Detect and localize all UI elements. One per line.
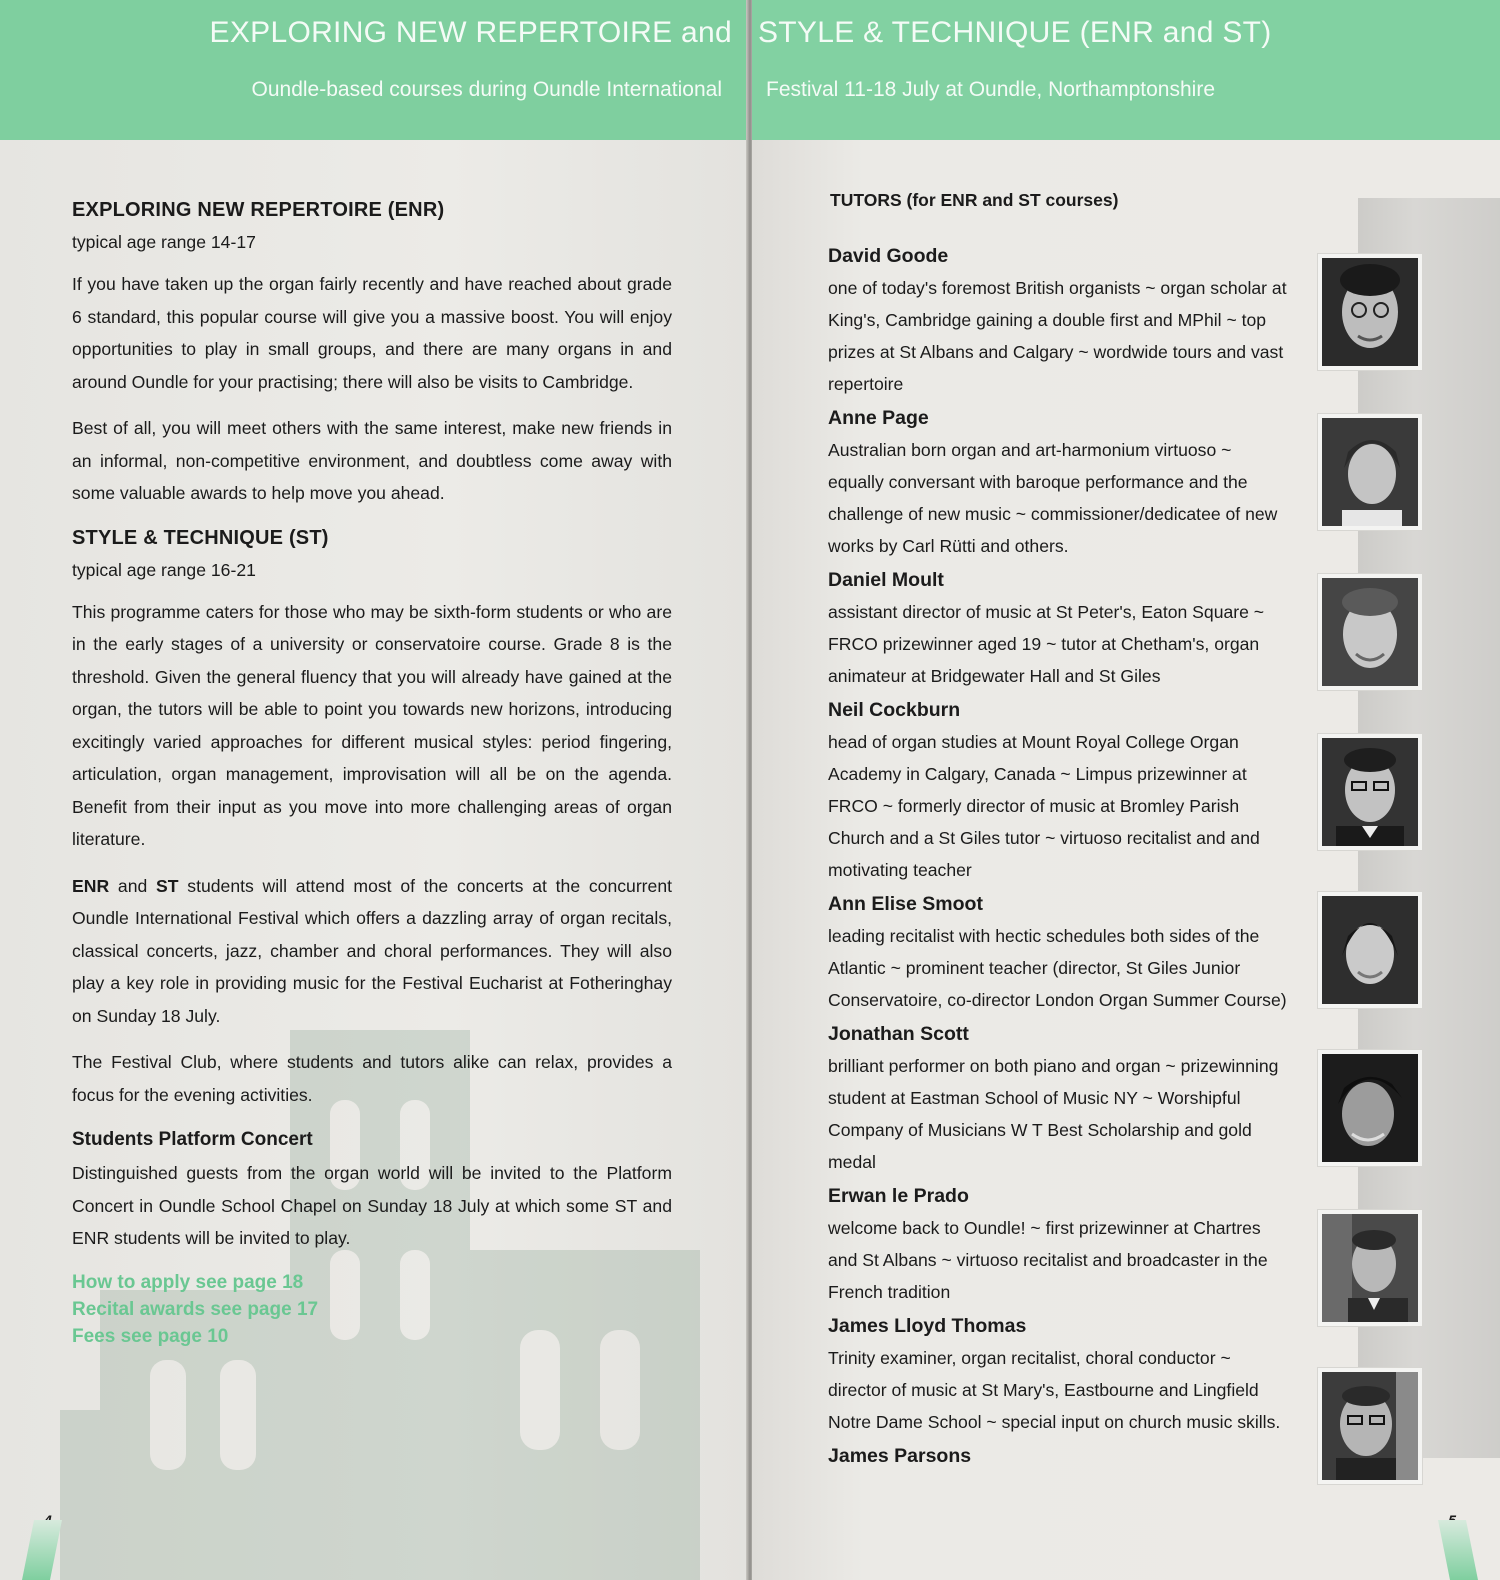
tutor-entry: [828, 564, 1288, 692]
awards-link[interactable]: Recital awards see page 17: [72, 1298, 319, 1320]
tutors-list: [828, 240, 1288, 1474]
tutor-name: Neil Cockburn: [828, 699, 961, 721]
page-references: [72, 1269, 672, 1350]
concert-text: Distinguished guests from the organ world will be invited to the Platform Concert in Oundle School Chapel on Sunday 18 July at which some ST and ENR students will be invited to play.: [72, 1163, 672, 1248]
portrait-image: [1322, 578, 1418, 686]
tutor-entry: [828, 694, 1288, 886]
portrait-image: [1322, 738, 1418, 846]
header-title-left: EXPLORING NEW REPERTOIRE and: [209, 16, 732, 49]
header-band-right: [752, 0, 1500, 140]
tutor-bio: brilliant performer on both piano and organ ~ prizewinning student at Eastman School of Music NY ~ Worshipful Company of Musicians W T Best Scholarship and gold medal: [828, 1056, 1279, 1172]
st-paragraph-3: The Festival Club, where students and tutors alike can relax, provides a focus for the evening activities.: [72, 1052, 672, 1105]
st-age-range: typical age range 16-21: [72, 559, 256, 580]
tutor-entry: [828, 240, 1288, 400]
page-right: [752, 0, 1500, 1580]
portrait-image: [1322, 1214, 1418, 1322]
tutor-name: David Goode: [828, 245, 949, 267]
portrait-image: [1322, 1054, 1418, 1162]
left-column: [72, 196, 672, 1350]
tutor-photo: [1318, 574, 1422, 690]
tutor-entry: [828, 1310, 1288, 1438]
page-left: [0, 0, 748, 1580]
tutor-name: Anne Page: [828, 407, 929, 429]
fees-link[interactable]: Fees see page 10: [72, 1325, 229, 1347]
tutor-entry: [828, 888, 1288, 1016]
tutor-photo: [1318, 1368, 1422, 1484]
tutor-bio: assistant director of music at St Peter's, Eaton Square ~ FRCO prizewinner aged 19 ~ tutor at Chetham's, organ animateur at Bridgewater Hall and St Giles: [828, 602, 1265, 686]
tutor-photo: [1318, 734, 1422, 850]
header-subtitle-right: Festival 11-18 July at Oundle, Northamptonshire: [766, 78, 1215, 101]
tutor-bio: leading recitalist with hectic schedules both sides of the Atlantic ~ prominent teacher (director, St Giles Junior Conservatoire, co-director London Organ Summer Course): [828, 926, 1287, 1010]
portrait-image: [1322, 1372, 1418, 1480]
portrait-image: [1322, 258, 1418, 366]
enr-heading: EXPLORING NEW REPERTOIRE (ENR): [72, 199, 445, 221]
corner-tab-left: [22, 1520, 62, 1580]
header-title-right: STYLE & TECHNIQUE (ENR and ST): [758, 16, 1272, 49]
st-abbrev: ST: [156, 875, 179, 896]
tutors-heading: TUTORS (for ENR and ST courses): [830, 190, 1119, 210]
st-paragraph-2-rest: students will attend most of the concerts at the concurrent Oundle International Festival which offers a dazzling array of organ recitals, classical concerts, jazz, chamber and choral performances. They will also play a key role in providing music for the Festival Eucharist at Fotheringhay on Sunday 18 July.: [72, 875, 672, 1026]
enr-paragraph-2: Best of all, you will meet others with the same interest, make new friends in an informal, non-competitive environment, and doubtless come away with some valuable awards to help move you ahead.: [72, 418, 672, 503]
enr-abbrev: ENR: [72, 875, 110, 896]
tutor-name: Erwan le Prado: [828, 1185, 969, 1207]
tutor-photo: [1318, 254, 1422, 370]
st-heading: STYLE & TECHNIQUE (ST): [72, 526, 329, 549]
enr-paragraph-1: If you have taken up the organ fairly recently and have reached about grade 6 standard, this popular course will give you a massive boost. You will enjoy opportunities to play in small groups, and there are many organs in and around Oundle for your practising; there will also be visits to Cambridge.: [72, 274, 672, 392]
tutor-entry: [828, 402, 1288, 562]
st-paragraph-2: [72, 870, 672, 1033]
apply-link[interactable]: How to apply see page 18: [72, 1271, 304, 1293]
portrait-image: [1322, 896, 1418, 1004]
enr-age-range: typical age range 14-17: [72, 232, 256, 252]
tutor-entry: [828, 1180, 1288, 1308]
corner-tab-right: [1438, 1520, 1478, 1580]
tutor-photo: [1318, 414, 1422, 530]
concert-heading: Students Platform Concert: [72, 1129, 313, 1150]
tutor-name: Jonathan Scott: [828, 1023, 969, 1045]
tutor-bio: one of today's foremost British organists ~ organ scholar at King's, Cambridge gaining a double first and MPhil ~ top prizes at St Albans and Calgary ~ wordwide tours and vast repertoire: [828, 278, 1287, 394]
st-paragraph-1: This programme caters for those who may be sixth-form students or who are in the early stages of a university or conservatoire course. Grade 8 is the threshold. Given the general fluency that you will already have gained at the organ, the tutors will be able to point you towards new horizons, introducing excitingly varied approaches for different musical styles: period fingering, articulation, organ management, improvisation will all be on the agenda. Benefit from their input as you move into more challenging areas of organ literature.: [72, 601, 672, 849]
and-word: and: [109, 875, 157, 896]
tutor-entry: [828, 1440, 1288, 1472]
tutor-photo: [1318, 1050, 1422, 1166]
tutor-bio: head of organ studies at Mount Royal College Organ Academy in Calgary, Canada ~ Limpus prizewinner at FRCO ~ formerly director of music at Bromley Parish Church and a St Giles tutor ~ virtuoso recitalist and and motivating teacher: [828, 732, 1260, 880]
tutor-name: James Lloyd Thomas: [828, 1315, 1027, 1337]
tutor-bio: Australian born organ and art-harmonium virtuoso ~ equally conversant with baroque performance and the challenge of new music ~ commissioner/dedicatee of new works by Carl Rütti and others.: [828, 440, 1278, 556]
header-subtitle-left: Oundle-based courses during Oundle International: [251, 78, 722, 101]
tutor-name: Ann Elise Smoot: [828, 893, 983, 915]
header-band-left: [0, 0, 748, 140]
tutor-bio: welcome back to Oundle! ~ first prizewinner at Chartres and St Albans ~ virtuoso recitalist and broadcaster in the French tradition: [828, 1218, 1268, 1302]
tutor-name: Daniel Moult: [828, 569, 944, 591]
tutor-entry: [828, 1018, 1288, 1178]
portrait-image: [1322, 418, 1418, 526]
tutor-photo: [1318, 1210, 1422, 1326]
tutor-photo: [1318, 892, 1422, 1008]
tutor-name: James Parsons: [828, 1445, 972, 1467]
tutor-bio: Trinity examiner, organ recitalist, choral conductor ~ director of music at St Mary's, Eastbourne and Lingfield Notre Dame School ~ special input on church music skills.: [828, 1348, 1281, 1432]
